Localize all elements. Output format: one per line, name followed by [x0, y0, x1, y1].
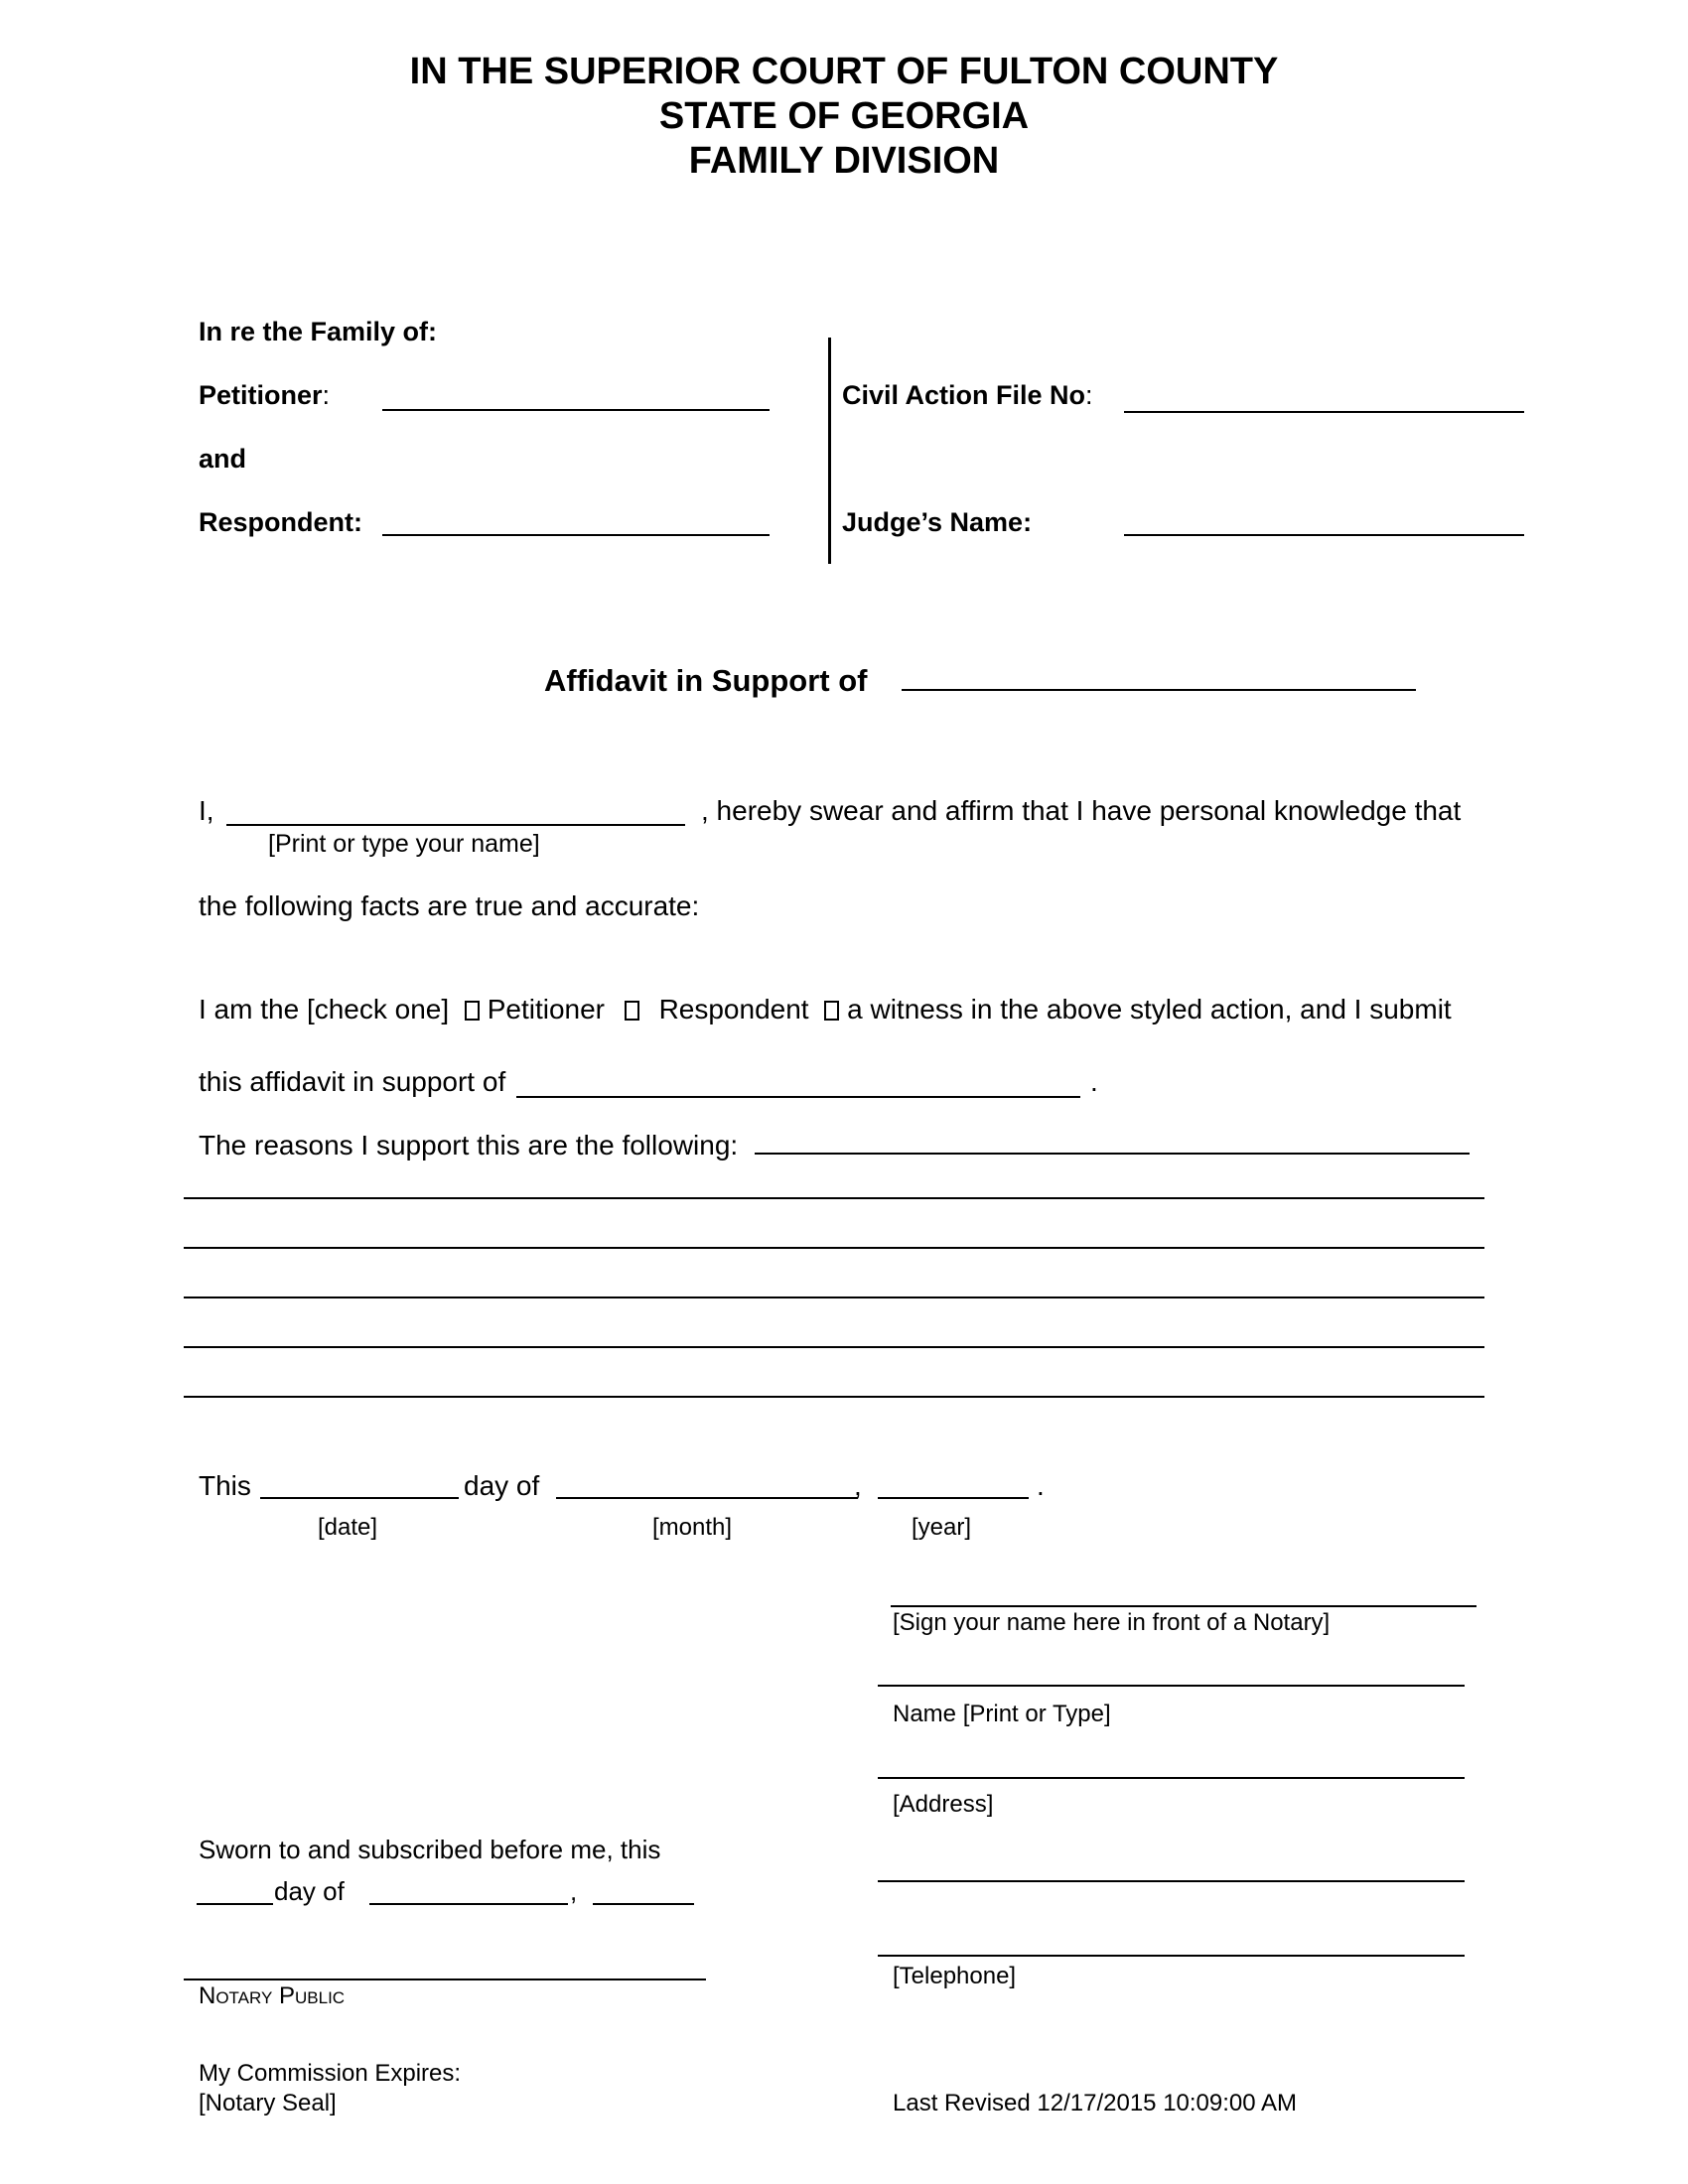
petitioner-checkbox[interactable] [465, 1001, 480, 1021]
support-prefix: this affidavit in support of [199, 1066, 506, 1097]
reasons-line-2[interactable] [184, 1197, 1484, 1199]
affiant-name-line[interactable] [226, 824, 685, 826]
notary-year-line[interactable] [593, 1903, 694, 1905]
year-line[interactable] [878, 1497, 1029, 1499]
address-hint: [Address] [893, 1791, 994, 1818]
reasons-line-3[interactable] [184, 1247, 1484, 1249]
affidavit-subject-line[interactable] [902, 689, 1416, 691]
civil-action-number-line[interactable] [1124, 411, 1524, 413]
civil-action-label-text: Civil Action File No [842, 380, 1086, 410]
reasons-line-4[interactable] [184, 1297, 1484, 1298]
notary-public-label: Notary Public [199, 1982, 346, 2009]
in-re-label: In re the Family of: [199, 317, 438, 346]
respondent-checkbox[interactable] [625, 1001, 639, 1021]
date-period: . [1037, 1470, 1045, 1501]
civil-action-label [842, 379, 1093, 411]
respondent-label: Respondent: [199, 507, 362, 537]
petitioner-label-text: Petitioner [199, 380, 323, 410]
judge-name-label: Judge’s Name: [842, 507, 1033, 537]
printed-name-line[interactable] [878, 1685, 1465, 1687]
i-prefix: I, [199, 795, 214, 826]
notary-seal: [Notary Seal] [199, 2090, 337, 2116]
affidavit-title: Affidavit in Support of [544, 663, 868, 698]
signature-hint: [Sign your name here in front of a Notary] [893, 1609, 1331, 1636]
support-subject-line[interactable] [516, 1096, 1080, 1098]
and-label: and [199, 444, 247, 474]
division-name: FAMILY DIVISION [688, 140, 1000, 182]
commission-expires: My Commission Expires: [199, 2060, 462, 2087]
court-name: IN THE SUPERIOR COURT OF FULTON COUNTY [409, 51, 1279, 92]
role-respondent-text: Respondent [658, 994, 809, 1024]
reasons-line-5[interactable] [184, 1346, 1484, 1348]
address-line[interactable] [878, 1777, 1465, 1779]
year-hint: [year] [912, 1514, 972, 1541]
reasons-line-1[interactable] [755, 1153, 1470, 1155]
respondent-name-line[interactable] [382, 534, 770, 536]
caption-divider [828, 338, 831, 564]
role-witness-text: a witness in the above styled action, and I submit [847, 994, 1452, 1024]
petitioner-name-line[interactable] [382, 409, 770, 411]
printed-name-hint: Name [Print or Type] [893, 1701, 1111, 1727]
last-revised: Last Revised 12/17/2015 10:09:00 AM [893, 2090, 1297, 2116]
notary-signature-line[interactable] [184, 1979, 706, 1980]
reasons-label: The reasons I support this are the following: [199, 1130, 739, 1160]
judge-name-line[interactable] [1124, 534, 1524, 536]
date-line[interactable] [260, 1497, 459, 1499]
date-comma: , [854, 1470, 862, 1501]
month-line[interactable] [556, 1497, 858, 1499]
telephone-line[interactable] [878, 1955, 1465, 1957]
day-of-label: day of [464, 1470, 540, 1501]
state-name: STATE OF GEORGIA [658, 95, 1030, 137]
signature-line[interactable] [891, 1605, 1477, 1607]
notary-day-of: day of [274, 1876, 345, 1906]
petitioner-label [199, 379, 330, 411]
date-hint: [date] [318, 1514, 378, 1541]
notary-month-line[interactable] [369, 1903, 568, 1905]
civil-action-colon: : [1085, 380, 1093, 410]
support-period: . [1090, 1066, 1098, 1097]
affiant-name-hint: [Print or type your name] [268, 830, 540, 858]
facts-text: the following facts are true and accurate: [199, 890, 700, 921]
witness-checkbox[interactable] [824, 1001, 839, 1021]
role-prefix: I am the [check one] [199, 994, 450, 1024]
month-hint: [month] [652, 1514, 733, 1541]
swear-text: , hereby swear and affirm that I have personal knowledge that [701, 795, 1462, 826]
address-line-2[interactable] [878, 1880, 1465, 1882]
petitioner-colon: : [322, 380, 331, 410]
notary-comma: , [570, 1876, 578, 1906]
reasons-line-6[interactable] [184, 1396, 1484, 1398]
notary-day-line[interactable] [197, 1903, 273, 1905]
sworn-text: Sworn to and subscribed before me, this [199, 1835, 661, 1864]
telephone-hint: [Telephone] [893, 1963, 1017, 1989]
role-petitioner-text: Petitioner [487, 994, 605, 1024]
this-label: This [199, 1470, 251, 1501]
role-line [199, 993, 1452, 1026]
